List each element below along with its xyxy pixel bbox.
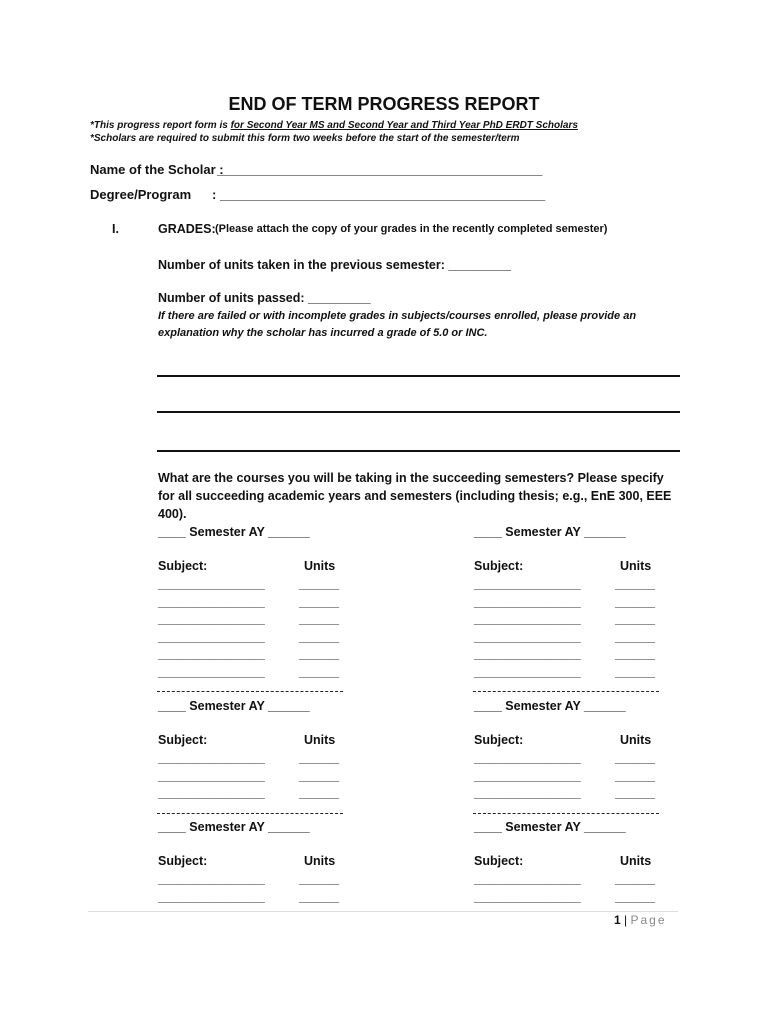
section-numeral: I. — [112, 222, 119, 236]
units-field[interactable]: ______ — [615, 647, 656, 661]
explanation-line-2[interactable] — [157, 411, 680, 413]
note-eligibility-target: for Second Year MS and Second Year and Third Year PhD ERDT Scholars — [230, 120, 578, 131]
units-taken-field[interactable]: Number of units taken in the previous semester: _________ — [158, 258, 511, 272]
units-field[interactable]: ______ — [615, 768, 656, 783]
block-separator — [473, 813, 659, 814]
explanation-line-3[interactable] — [157, 450, 680, 452]
units-field[interactable]: ______ — [615, 786, 656, 800]
units-header: Units — [304, 733, 336, 747]
units-header: Units — [304, 854, 336, 868]
semester-ay-field[interactable]: ____ Semester AY ______ — [158, 699, 310, 713]
note-eligibility — [90, 120, 578, 131]
page-footer — [614, 913, 667, 927]
units-field[interactable]: ______ — [615, 594, 656, 609]
subject-field[interactable]: ________________ — [474, 612, 581, 626]
subject-field[interactable]: ________________ — [474, 664, 581, 679]
page-label: Page — [630, 913, 667, 927]
units-field[interactable]: ______ — [615, 889, 656, 904]
subject-header: Subject: — [474, 733, 524, 747]
note-eligibility-prefix: *This progress report form is — [90, 120, 231, 131]
subject-field[interactable]: ________________ — [158, 768, 265, 783]
subject-field[interactable]: ________________ — [158, 889, 265, 904]
units-field[interactable]: ______ — [615, 751, 656, 765]
units-header: Units — [304, 559, 336, 573]
subject-field[interactable]: ________________ — [158, 612, 265, 626]
semester-ay-field[interactable]: ____ Semester AY ______ — [158, 820, 310, 834]
subject-field[interactable]: ________________ — [158, 594, 265, 609]
semester-ay-field[interactable]: ____ Semester AY ______ — [474, 699, 626, 713]
units-field[interactable]: ______ — [299, 577, 340, 591]
footer-divider — [88, 911, 678, 912]
units-field[interactable]: ______ — [299, 751, 340, 765]
subject-field[interactable]: ________________ — [158, 629, 265, 644]
name-label: Name of the Scholar : — [90, 162, 224, 177]
degree-label: Degree/Program — [90, 187, 192, 202]
subject-header: Subject: — [474, 559, 524, 573]
subject-field[interactable]: ________________ — [474, 594, 581, 609]
semester-ay-field[interactable]: ____ Semester AY ______ — [474, 525, 626, 539]
units-field[interactable]: ______ — [299, 594, 340, 609]
units-field[interactable]: ______ — [615, 577, 656, 591]
units-field[interactable]: ______ — [299, 647, 340, 661]
subject-header: Subject: — [158, 854, 208, 868]
subject-field[interactable]: ________________ — [474, 629, 581, 644]
units-field[interactable]: ______ — [299, 872, 340, 886]
subject-field[interactable]: ________________ — [158, 751, 265, 765]
subject-field[interactable]: ________________ — [474, 577, 581, 591]
explanation-line-1[interactable] — [157, 375, 680, 377]
explanation-instruction: If there are failed or with incomplete grades in subjects/courses enrolled, please provide an explanation why the scholar has incurred a grade of 5.0 or INC. — [158, 310, 637, 339]
subject-field[interactable]: ________________ — [474, 647, 581, 661]
subject-field[interactable]: ________________ — [474, 768, 581, 783]
note-deadline: *Scholars are required to submit this form two weeks before the start of the semester/term — [90, 133, 520, 144]
subject-field[interactable]: ________________ — [158, 647, 265, 661]
document-title: END OF TERM PROGRESS REPORT — [228, 94, 540, 114]
semester-ay-field[interactable]: ____ Semester AY ______ — [474, 820, 626, 834]
units-field[interactable]: ______ — [299, 768, 340, 783]
units-field[interactable]: ______ — [615, 664, 656, 679]
subject-field[interactable]: ________________ — [474, 889, 581, 904]
units-field[interactable]: ______ — [615, 612, 656, 626]
subject-field[interactable]: ________________ — [474, 751, 581, 765]
page-number: 1 — [614, 913, 621, 927]
block-separator — [473, 691, 659, 692]
footer-separator: | — [620, 913, 631, 927]
courses-question: What are the courses you will be taking in the succeeding semesters? Please specify for all succeeding academic years and semesters (including thesis; e.g., EnE 300, EEE 400). — [158, 471, 672, 521]
subject-field[interactable]: ________________ — [158, 577, 265, 591]
subject-field[interactable]: ________________ — [474, 786, 581, 800]
section-heading-note: (Please attach the copy of your grades in the recently completed semester) — [215, 223, 608, 235]
units-field[interactable]: ______ — [299, 786, 340, 800]
semester-ay-field[interactable]: ____ Semester AY ______ — [158, 525, 310, 539]
subject-field[interactable]: ________________ — [158, 872, 265, 886]
name-field[interactable]: _____________________________________________ — [217, 162, 543, 177]
units-field[interactable]: ______ — [615, 872, 656, 886]
degree-field[interactable]: : _____________________________________________ — [212, 187, 546, 202]
units-header: Units — [620, 854, 652, 868]
units-field[interactable]: ______ — [299, 664, 340, 679]
subject-header: Subject: — [158, 559, 208, 573]
units-header: Units — [620, 559, 652, 573]
units-field[interactable]: ______ — [615, 629, 656, 644]
block-separator — [157, 813, 343, 814]
subject-field[interactable]: ________________ — [158, 786, 265, 800]
units-passed-field[interactable]: Number of units passed: _________ — [158, 291, 371, 305]
units-field[interactable]: ______ — [299, 612, 340, 626]
block-separator — [157, 691, 343, 692]
subject-field[interactable]: ________________ — [158, 664, 265, 679]
subject-header: Subject: — [158, 733, 208, 747]
subject-field[interactable]: ________________ — [474, 872, 581, 886]
units-field[interactable]: ______ — [299, 889, 340, 904]
subject-header: Subject: — [474, 854, 524, 868]
units-header: Units — [620, 733, 652, 747]
units-field[interactable]: ______ — [299, 629, 340, 644]
section-heading: GRADES: — [158, 222, 216, 236]
